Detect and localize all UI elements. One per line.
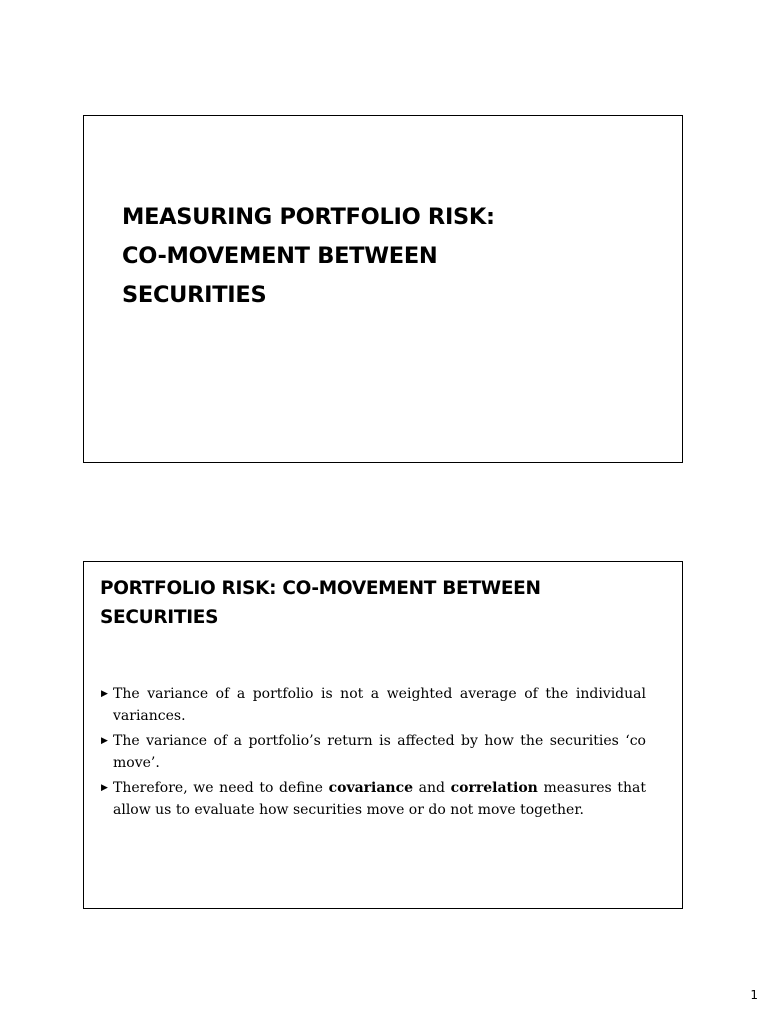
bullet-text-part: and [413, 780, 451, 796]
triangle-bullet-icon: ▶ [101, 736, 108, 746]
content-slide [83, 561, 683, 909]
title-line: CO-MOVEMENT BETWEEN [122, 243, 438, 269]
bullet-list [101, 683, 646, 824]
title-line: MEASURING PORTFOLIO RISK: [122, 204, 495, 230]
heading-line: PORTFOLIO RISK: CO-MOVEMENT BETWEEN [100, 578, 541, 599]
heading-line: SECURITIES [100, 607, 219, 628]
bullet-text: The variance of a portfolio’s return is affected by how the securities ‘co move’. [113, 733, 646, 771]
page-number: 1 [750, 988, 758, 1002]
bullet-item [101, 683, 646, 727]
title-slide-heading [122, 198, 495, 315]
triangle-bullet-icon: ▶ [101, 783, 108, 793]
term-correlation: correlation [450, 780, 538, 796]
term-covariance: covariance [328, 780, 414, 796]
content-slide-heading [100, 574, 541, 632]
bullet-item [101, 777, 646, 821]
bullet-text-part: Therefore, we need to define [113, 780, 329, 796]
bullet-text: The variance of a portfolio is not a weighted average of the individual variances. [113, 686, 646, 724]
bullet-text-part: measures that allow us to evaluate how securities move or do not move together. [113, 780, 646, 818]
title-line: SECURITIES [122, 282, 267, 308]
title-slide [83, 115, 683, 463]
triangle-bullet-icon: ▶ [101, 689, 108, 699]
bullet-text [113, 780, 646, 818]
bullet-item [101, 730, 646, 774]
